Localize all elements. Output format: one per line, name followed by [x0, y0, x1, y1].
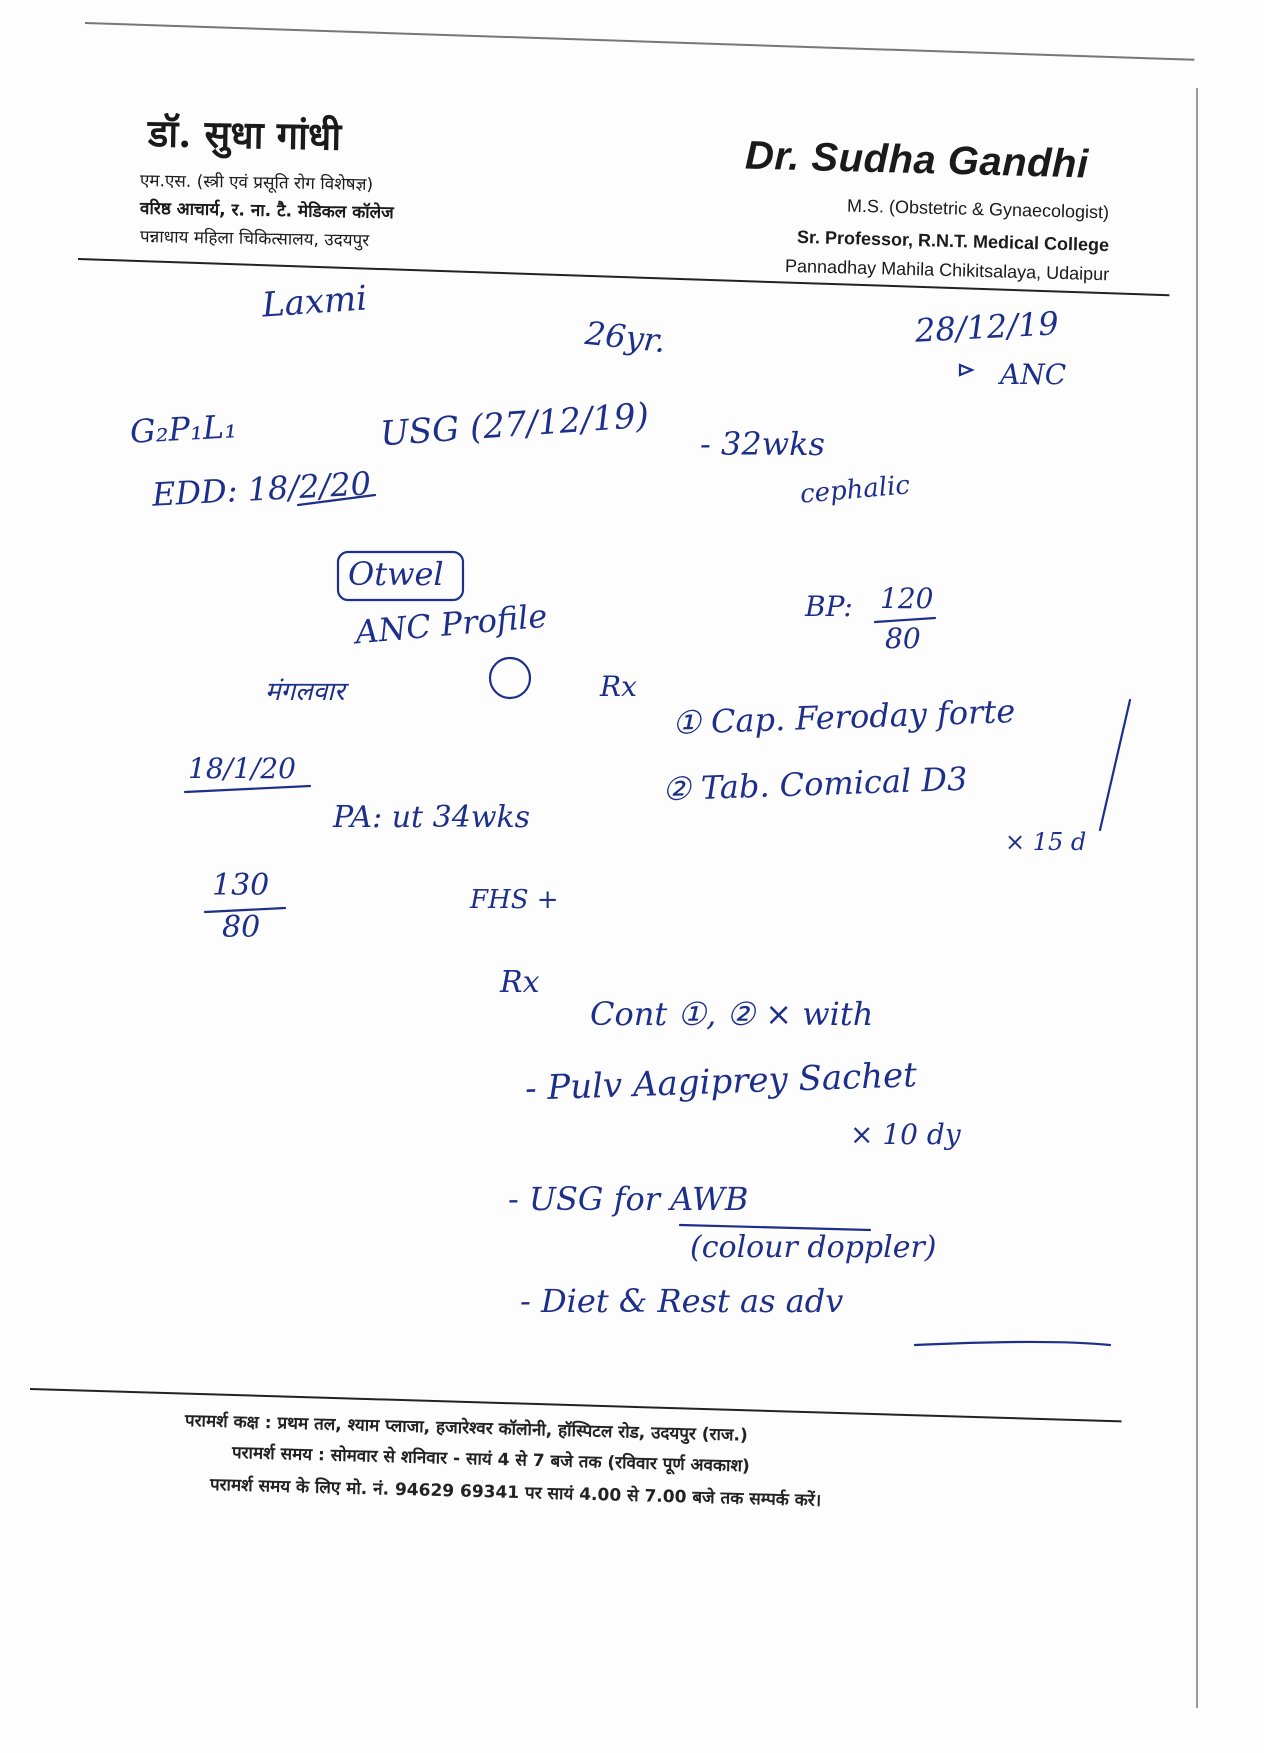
footer-address: परामर्श कक्ष : प्रथम तल, श्याम प्लाजा, हजारेश्वर कॉलोनी, हॉस्पिटल रोड, उदयपुर (राज.)	[184, 1411, 749, 1446]
status-note: Otwel	[348, 555, 444, 593]
designation-english: Sr. Professor, R.N.T. Medical College	[796, 226, 1110, 256]
qualification-hindi: एम.एस. (स्त्री एवं प्रसूति रोग विशेषज्ञ)	[139, 170, 374, 196]
followup-underline	[185, 786, 310, 792]
hospital-english: Pannadhay Mahila Chikitsalaya, Udaipur	[784, 255, 1110, 285]
advice-item-2: - Pulv Aagiprey Sachet	[524, 1055, 918, 1109]
fhs-note: FHS +	[470, 885, 559, 915]
visit-date: 28/12/19	[914, 304, 1060, 350]
weekday-note: मंगलवार	[265, 677, 345, 707]
gravida-note: G₂P₁L₁	[129, 407, 238, 451]
advice-item-3-detail: (colour doppler)	[690, 1230, 937, 1265]
patient-age: 26yr.	[583, 313, 668, 361]
edd-underline	[298, 495, 375, 505]
edd-note: EDD: 18/2/20	[151, 464, 372, 514]
qualification-english: M.S. (Obstetric & Gynaecologist)	[846, 195, 1110, 223]
rx-item-2: ② Tab. Comical D3	[661, 759, 968, 809]
pa-note: PA: ut 34wks	[333, 800, 531, 835]
circle-mark	[490, 658, 530, 698]
bp2-systolic: 130	[212, 868, 270, 903]
patient-name: Laxmi	[260, 278, 369, 326]
advice-item-4: - Diet & Rest as adv	[520, 1282, 844, 1320]
footer-contact: परामर्श समय के लिए मो. नं. 94629 69341 पर सायं 4.00 से 7.00 बजे तक सम्पर्क करें।	[209, 1475, 822, 1512]
anc-profile-note: ANC Profile	[353, 596, 549, 652]
arrow-mark	[960, 365, 972, 375]
doctor-name-english: Dr. Sudha Gandhi	[744, 133, 1090, 187]
rx-symbol: Rx	[600, 670, 637, 703]
anc-note: ANC	[1000, 358, 1067, 391]
usg-underline	[680, 1225, 870, 1230]
rx-bracket	[1100, 700, 1130, 830]
doctor-name-hindi: डॉ. सुधा गांधी	[147, 110, 342, 159]
rx-duration: × 15 d	[1005, 828, 1087, 856]
designation-hindi: वरिष्ठ आचार्य, र. ना. टै. मेडिकल कॉलेज	[139, 198, 394, 224]
rx-item-1: ① Cap. Feroday forte	[671, 692, 1016, 742]
bp-fraction-line	[875, 618, 935, 622]
bp-diastolic: 80	[885, 622, 921, 655]
gestation-note: - 32wks	[700, 425, 825, 463]
bp2-diastolic: 80	[222, 910, 261, 945]
bp2-fraction-line	[205, 908, 285, 912]
advice-item-1: Cont ①, ② × with	[590, 995, 874, 1033]
advice-item-3: - USG for AWB	[508, 1180, 749, 1218]
hospital-hindi: पन्नाधाय महिला चिकित्सालय, उदयपुर	[139, 227, 370, 251]
bp-label: BP:	[805, 590, 853, 623]
advice-symbol: Rx	[500, 965, 540, 1000]
usg-note: USG (27/12/19)	[378, 395, 651, 455]
advice-end-line	[915, 1342, 1110, 1345]
followup-date: 18/1/20	[188, 752, 296, 785]
status-box	[338, 552, 463, 600]
bp-systolic: 120	[880, 582, 934, 615]
advice-item-2-duration: × 10 dy	[850, 1118, 961, 1151]
footer-timing: परामर्श समय : सोमवार से शनिवार - सायं 4 से 7 बजे तक (रविवार पूर्ण अवकाश)	[231, 1443, 751, 1477]
presentation-note: cephalic	[798, 470, 912, 510]
